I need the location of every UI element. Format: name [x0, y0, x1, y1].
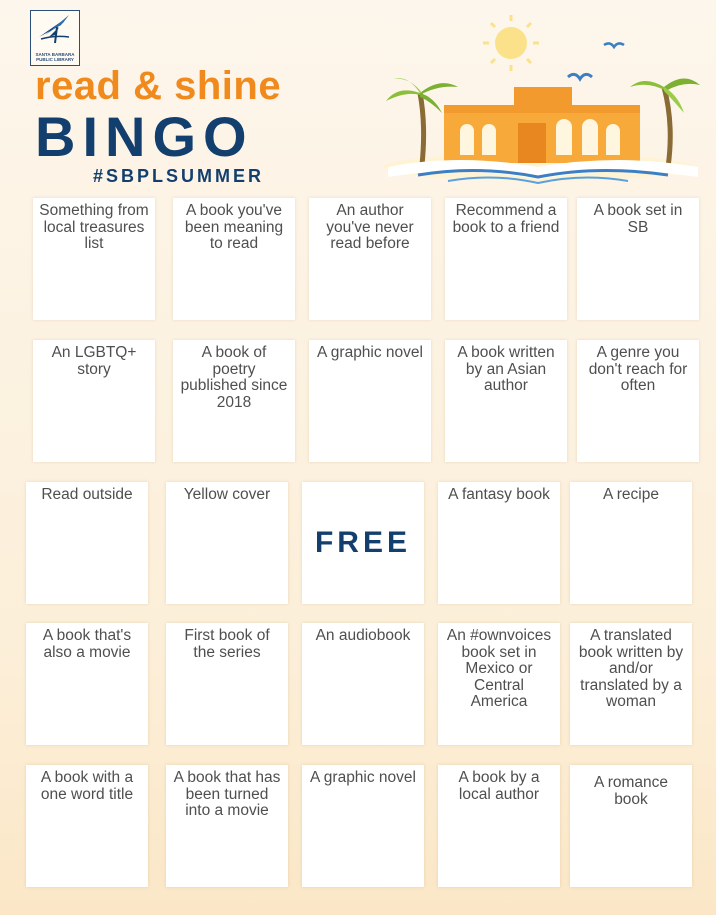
- free-label: FREE: [314, 526, 411, 559]
- bingo-cell[interactable]: [166, 482, 288, 604]
- title-bingo: BINGO: [35, 105, 254, 168]
- bingo-cell[interactable]: [166, 623, 288, 745]
- bingo-cell[interactable]: [302, 623, 424, 745]
- bingo-cell-label: A translated book written by and/or translated by a woman: [578, 627, 684, 710]
- bingo-cell-label: A book written by an Asian author: [457, 344, 555, 394]
- bingo-cell-label: Something from local treasures list: [39, 202, 149, 252]
- bird-of-paradise-icon: [35, 13, 75, 45]
- bingo-cell[interactable]: [570, 623, 692, 745]
- bingo-cell-label: First book of the series: [184, 627, 270, 661]
- bingo-cell[interactable]: [166, 765, 288, 887]
- bingo-cell[interactable]: [173, 340, 295, 462]
- bingo-cell[interactable]: [173, 198, 295, 320]
- bingo-cell[interactable]: [309, 198, 431, 320]
- bingo-cell-label: A recipe: [602, 486, 659, 503]
- bingo-cell[interactable]: [577, 198, 699, 320]
- bingo-cell[interactable]: [570, 482, 692, 604]
- bird-icon: [568, 74, 592, 79]
- bingo-free-cell[interactable]: [302, 482, 424, 604]
- bingo-cell[interactable]: [438, 623, 560, 745]
- bingo-cell[interactable]: [33, 198, 155, 320]
- bingo-cell-label: A book set in SB: [593, 202, 683, 236]
- bingo-cell-label: Read outside: [41, 486, 133, 503]
- bingo-cell-label: Yellow cover: [183, 486, 271, 503]
- library-illustration: [378, 5, 708, 185]
- bingo-cell-label: An author you've never read before: [326, 202, 414, 252]
- bingo-cell[interactable]: [33, 340, 155, 462]
- title-read-and-shine: read & shine: [35, 64, 282, 108]
- bingo-cell-label: A book with a one word title: [40, 769, 134, 803]
- bingo-cell[interactable]: [26, 765, 148, 887]
- bingo-cell-label: A book of poetry published since 2018: [180, 344, 288, 411]
- bingo-cell-label: An audiobook: [315, 627, 411, 644]
- bingo-cell[interactable]: [445, 340, 567, 462]
- bingo-cell[interactable]: [26, 482, 148, 604]
- bingo-cell[interactable]: [577, 340, 699, 462]
- bingo-cell-label: A genre you don't reach for often: [588, 344, 688, 394]
- bingo-cell[interactable]: [445, 198, 567, 320]
- bingo-cell[interactable]: [438, 765, 560, 887]
- bingo-cell[interactable]: [309, 340, 431, 462]
- bingo-cell-label: A romance book: [593, 774, 669, 808]
- bingo-cell-label: Recommend a book to a friend: [452, 202, 560, 236]
- library-logo: [30, 10, 80, 66]
- bingo-cell-label: A book that's also a movie: [42, 627, 132, 661]
- hashtag: #SBPLSUMMER: [93, 166, 265, 186]
- bingo-cell[interactable]: [26, 623, 148, 745]
- bingo-cell-label: A graphic novel: [310, 769, 416, 786]
- bingo-cell[interactable]: [302, 765, 424, 887]
- bird-icon: [604, 43, 624, 47]
- bingo-cell[interactable]: [438, 482, 560, 604]
- bingo-cell-label: An LGBTQ+ story: [51, 344, 137, 378]
- bingo-cell-label: A book you've been meaning to read: [184, 202, 284, 252]
- bingo-cell-label: An #ownvoices book set in Mexico or Central America: [446, 627, 552, 710]
- logo-text: SANTA BARBARA PUBLIC LIBRARY: [35, 52, 75, 62]
- bingo-cell[interactable]: [570, 765, 692, 887]
- bingo-cell-label: A graphic novel: [317, 344, 423, 361]
- bingo-cell-label: A book that has been turned into a movie: [173, 769, 281, 819]
- bingo-cell-label: A book by a local author: [458, 769, 540, 803]
- bingo-cell-label: A fantasy book: [448, 486, 550, 503]
- sun-icon: [483, 15, 539, 71]
